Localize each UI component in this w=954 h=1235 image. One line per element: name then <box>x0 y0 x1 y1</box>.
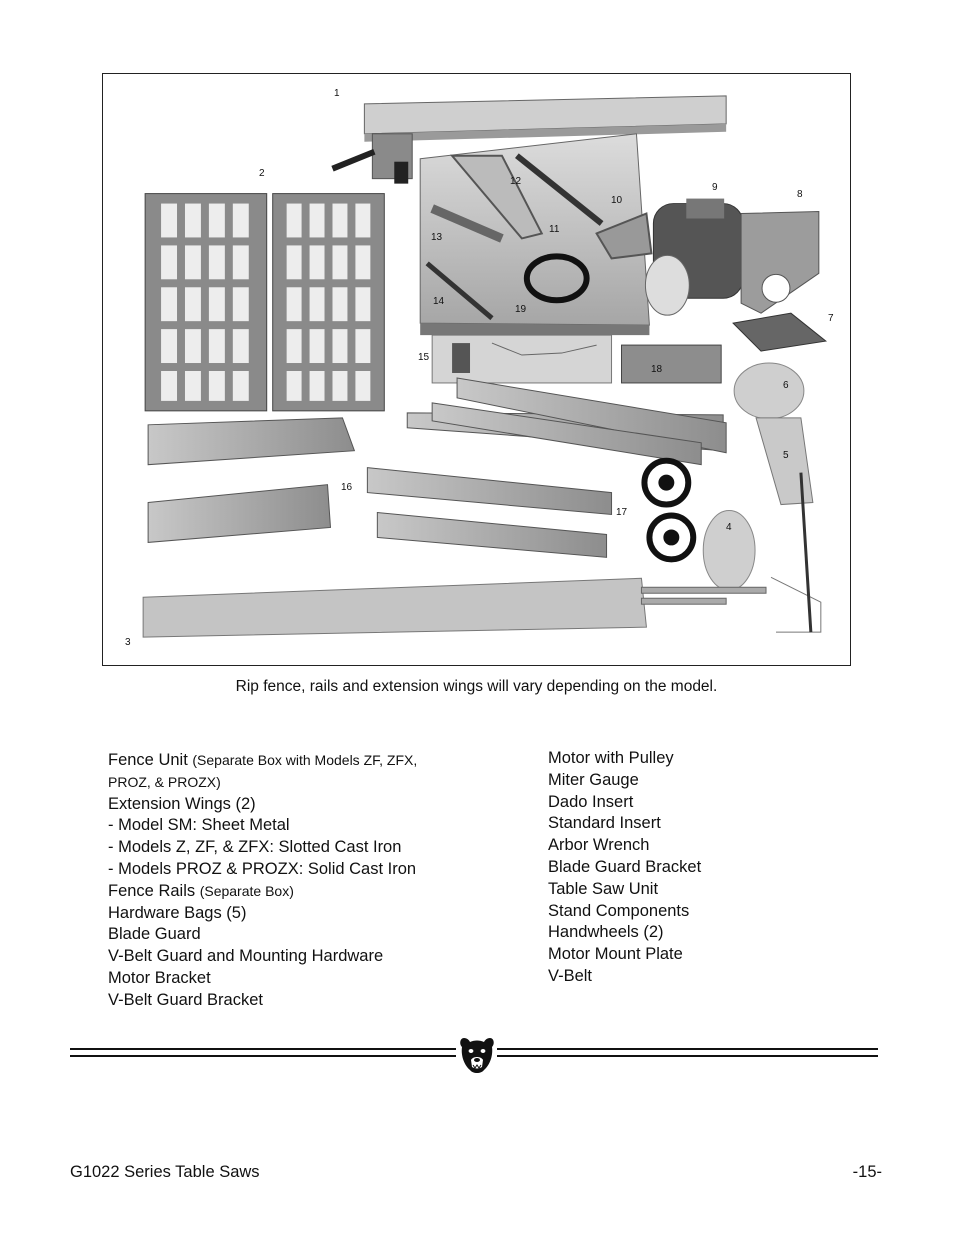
inventory-item: Standard Insert <box>548 814 661 833</box>
callout-15: 15 <box>418 352 430 363</box>
inventory-item: - Model SM: Sheet Metal <box>108 816 290 835</box>
callout-4: 4 <box>726 522 732 533</box>
inventory-list-right <box>548 748 848 988</box>
inventory-item: PROZ, & PROZX) <box>108 773 221 790</box>
inventory-item: Fence Unit (Separate Box with Models ZF, ZFX, <box>108 751 418 769</box>
inventory-item: Extension Wings (2) <box>108 794 256 813</box>
inventory-item: - Models PROZ & PROZX: Solid Cast Iron <box>108 859 417 878</box>
inventory-item: Arbor Wrench <box>548 836 650 855</box>
inventory-item: Motor with Pulley <box>548 749 674 767</box>
inventory-item: V-Belt <box>548 966 593 985</box>
handwheels <box>644 461 693 560</box>
bear-head-icon <box>458 1034 496 1076</box>
callout-5: 5 <box>783 450 789 461</box>
inventory-item: Dado Insert <box>548 792 634 811</box>
divider-left <box>70 1048 456 1057</box>
callout-12: 12 <box>510 176 522 187</box>
inventory-item: Blade Guard <box>108 925 201 944</box>
callout-10: 10 <box>611 195 623 206</box>
motor-mount-plate <box>622 345 722 383</box>
extension-wings <box>145 194 384 411</box>
callout-9: 9 <box>712 182 718 193</box>
callout-2: 2 <box>259 168 265 179</box>
callout-13: 13 <box>431 232 443 243</box>
motor-bracket <box>733 212 826 352</box>
callout-18: 18 <box>651 364 663 375</box>
inventory-item: Fence Rails (Separate Box) <box>108 881 294 900</box>
inventory-item: - Models Z, ZF, & ZFX: Slotted Cast Iron <box>108 838 402 857</box>
callout-17: 17 <box>616 507 628 518</box>
parts-photo <box>102 73 851 666</box>
inventory-item: Miter Gauge <box>548 770 639 789</box>
inventory-list-left <box>108 750 488 1012</box>
callout-16: 16 <box>341 482 353 493</box>
fence-rails-box <box>143 578 766 637</box>
page-number: -15- <box>852 1163 882 1181</box>
inventory-item: Motor Mount Plate <box>548 945 683 964</box>
motor <box>645 199 743 316</box>
inventory-item: V-Belt Guard and Mounting Hardware <box>108 947 384 966</box>
callout-7: 7 <box>828 313 834 324</box>
parts-illustration <box>103 74 850 665</box>
inventory-item: Stand Components <box>548 901 690 920</box>
footer-title: G1022 Series Table Saws <box>70 1163 260 1181</box>
inventory-item: Motor Bracket <box>108 968 211 987</box>
callout-14: 14 <box>433 296 445 307</box>
inventory-item: Hardware Bags (5) <box>108 903 247 922</box>
inventory-item: V-Belt Guard Bracket <box>108 990 263 1009</box>
callout-19: 19 <box>515 304 527 315</box>
divider-right <box>497 1048 878 1057</box>
callout-1: 1 <box>334 88 340 99</box>
inventory-item: Table Saw Unit <box>548 879 659 898</box>
callout-6: 6 <box>783 380 789 391</box>
figure-caption: Rip fence, rails and extension wings will vary depending on the model. <box>235 678 718 695</box>
callout-3: 3 <box>125 637 131 648</box>
inventory-item: Handwheels (2) <box>548 923 664 942</box>
callout-11: 11 <box>549 224 560 235</box>
callout-8: 8 <box>797 189 803 200</box>
inventory-item: Blade Guard Bracket <box>548 857 702 876</box>
